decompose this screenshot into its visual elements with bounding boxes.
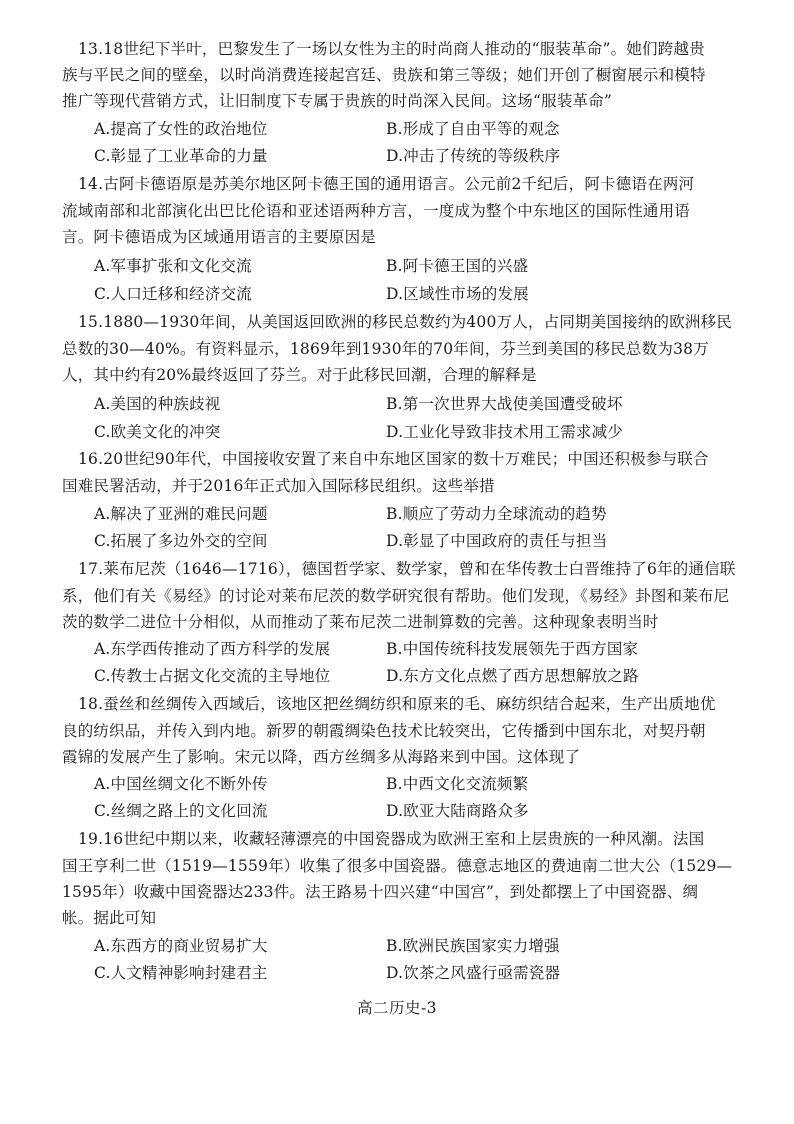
question-stem-line: 系，他们有关《易经》的讨论对莱布尼茨的数学研究很有帮助。他们发现，《易经》卦图和莱布尼 <box>62 587 730 605</box>
question-stem-line: 国难民署活动，并于2016年正式加入国际移民组织。这些举措 <box>62 477 495 495</box>
option-d: D.工业化导致非技术用工需求减少 <box>386 423 624 441</box>
question-stem-line: 霞锦的发展产生了影响。宋元以降，西方丝绸多从海路来到中国。这体现了 <box>62 748 581 766</box>
question-stem-line: 良的纺织品，并传入到内地。新罗的朝霞绸染色技术比较突出，它传播到中国东北，对契丹朝 <box>62 722 706 740</box>
option-b: B.阿卡德王国的兴盛 <box>386 257 529 275</box>
option-b: B.中国传统科技发展领先于西方国家 <box>386 640 639 658</box>
option-b: B.欧洲民族国家实力增强 <box>386 937 560 955</box>
question-stem-line: 13.18世纪下半叶，巴黎发生了一场以女性为主的时尚商人推动的“服装革命”。她们跨越贵 <box>78 40 705 58</box>
option-b: B.顺应了劳动力全球流动的趋势 <box>386 505 607 523</box>
option-d: D.饮茶之风盛行亟需瓷器 <box>386 964 561 982</box>
option-b: B.中西文化交流频繁 <box>386 775 529 793</box>
option-a: A.东西方的商业贸易扩大 <box>94 937 268 955</box>
option-c: C.彰显了工业革命的力量 <box>94 147 268 165</box>
option-a: A.军事扩张和文化交流 <box>94 257 252 275</box>
option-b: B.第一次世界大战使美国遭受破坏 <box>386 395 623 413</box>
question-stem-line: 帐。据此可知 <box>62 909 157 927</box>
question-stem-line: 茨的数学二进位十分相似，从而推动了莱布尼茨二进制算数的完善。这种现象表明当时 <box>62 613 659 631</box>
option-d: D.东方文化点燃了西方思想解放之路 <box>386 667 639 685</box>
option-a: A.中国丝绸文化不断外传 <box>94 775 268 793</box>
option-b: B.形成了自由平等的观念 <box>386 120 560 138</box>
question-stem-line: 1595年）收藏中国瓷器达233件。法王路易十四兴建“中国宫”，到处都摆上了中国瓷器、绸 <box>62 883 699 901</box>
question-stem-line: 总数的30—40%。有资料显示，1869年到1930年的70年间，芬兰到美国的移民总数为38万 <box>62 340 709 358</box>
option-c: C.欧美文化的冲突 <box>94 423 221 441</box>
option-c: C.人文精神影响封建君主 <box>94 964 268 982</box>
option-a: A.东学西传推动了西方科学的发展 <box>94 640 331 658</box>
question-stem-line: 族与平民之间的壁垒，以时尚消费连接起宫廷、贵族和第三等级；她们开创了橱窗展示和模特 <box>62 66 706 84</box>
question-stem-line: 19.16世纪中期以来，收藏轻薄漂亮的中国瓷器成为欧洲王室和上层贵族的一种风潮。法国 <box>78 830 705 848</box>
option-a: A.提高了女性的政治地位 <box>94 120 268 138</box>
option-d: D.彰显了中国政府的责任与担当 <box>386 532 608 550</box>
question-stem-line: 推广等现代营销方式，让旧制度下专属于贵族的时尚深入民间。这场“服装革命” <box>62 92 613 110</box>
question-stem-line: 言。阿卡德语成为区域通用语言的主要原因是 <box>62 228 377 246</box>
question-stem-line: 流域南部和北部演化出巴比伦语和亚述语两种方言，一度成为整个中东地区的国际性通用语 <box>62 202 691 220</box>
option-c: C.拓展了多边外交的空间 <box>94 532 268 550</box>
question-stem-line: 15.1880—1930年间，从美国返回欧洲的移民总数约为400万人，占同期美国接纳的欧洲移民 <box>78 313 733 331</box>
option-c: C.传教士占据文化交流的主导地位 <box>94 667 331 685</box>
question-stem-line: 16.20世纪90年代，中国接收安置了来自中东地区国家的数十万难民；中国还积极参与联合 <box>78 450 709 468</box>
option-d: D.区域性市场的发展 <box>386 285 529 303</box>
question-stem-line: 国王亨利二世（1519—1559年）收集了很多中国瓷器。德意志地区的费迪南二世大公（1529— <box>62 857 733 875</box>
question-stem-line: 14.古阿卡德语原是苏美尔地区阿卡德王国的通用语言。公元前2千纪后，阿卡德语在两河 <box>78 175 695 193</box>
question-stem-line: 17.莱布尼茨（1646—1716），德国哲学家、数学家，曾和在华传教士白晋维持了6年的通信联 <box>78 560 736 578</box>
question-stem-line: 人，其中约有20%最终返回了芬兰。对于此移民回潮，合理的解释是 <box>62 366 537 384</box>
option-a: A.美国的种族歧视 <box>94 395 221 413</box>
option-c: C.人口迁移和经济交流 <box>94 285 252 303</box>
option-a: A.解决了亚洲的难民问题 <box>94 505 268 523</box>
option-d: D.欧亚大陆商路众多 <box>386 802 529 820</box>
option-c: C.丝绸之路上的文化回流 <box>94 802 268 820</box>
option-d: D.冲击了传统的等级秩序 <box>386 147 561 165</box>
page-footer-label: 高二历史-3 <box>356 999 438 1017</box>
question-stem-line: 18.蚕丝和丝绸传入西域后，该地区把丝绸纺织和原来的毛、麻纺织结合起来，生产出质地优 <box>78 695 716 713</box>
